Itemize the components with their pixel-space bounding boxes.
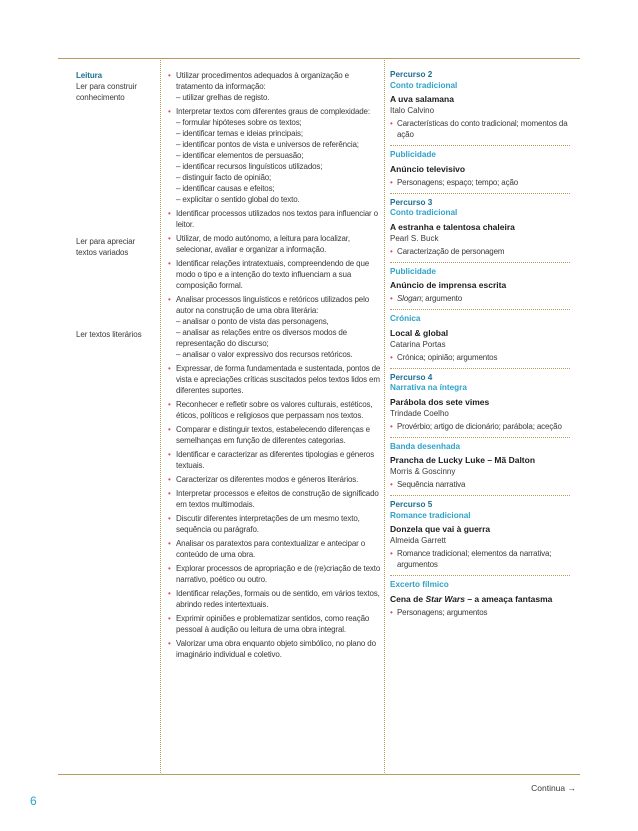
- objective-subitem: – identificar pontos de vista e universos de referência;: [176, 140, 359, 149]
- objectives-column: [168, 70, 381, 663]
- divider: [390, 145, 570, 146]
- objective-text: Reconhecer e refletir sobre os valores culturais, estéticos, éticos, políticos e religiosos que perpassam nos textos.: [176, 400, 373, 420]
- bullet-icon: •: [390, 246, 393, 256]
- objective-item: [168, 613, 381, 635]
- objective-text: Explorar processos de apropriação e de (re)criação de texto narrativo, poético ou outro.: [176, 564, 381, 584]
- bullet-icon: •: [390, 549, 393, 558]
- text-title: A uva salamana: [390, 94, 454, 104]
- bullet-icon: •: [168, 589, 171, 598]
- section-heading: Excerto fílmico: [390, 580, 449, 589]
- bullet-icon: •: [168, 564, 171, 573]
- objective-text: Comparar e distinguir textos, estabelecendo diferenças e semelhanças em função de diferentes categorias.: [176, 425, 370, 445]
- objective-subitem: – utilizar grelhas de registo.: [176, 93, 270, 102]
- column-divider-1: [160, 58, 161, 775]
- text-note: • Romance tradicional; elementos da narrativa; argumentos: [390, 549, 552, 569]
- bullet-icon: •: [390, 119, 393, 128]
- bullet-icon: •: [168, 514, 171, 523]
- objective-item: [168, 106, 381, 205]
- bullet-icon: •: [168, 539, 171, 548]
- section-heading: Banda desenhada: [390, 441, 461, 451]
- objectives-list: [168, 70, 381, 660]
- domain-apreciar: [76, 236, 158, 258]
- domain-leitura: [76, 70, 158, 103]
- bullet-icon: •: [390, 421, 393, 431]
- section-percurso-3: [390, 198, 570, 257]
- objective-item: [168, 638, 381, 660]
- section-publicidade-1: [390, 150, 570, 188]
- text-note: • Slogan; argumento: [390, 294, 463, 303]
- section-percurso-5: [390, 500, 570, 570]
- bullet-icon: •: [168, 400, 171, 409]
- objective-text: Identificar processos utilizados nos textos para influenciar o leitor.: [176, 209, 378, 229]
- objective-item: [168, 70, 381, 103]
- objective-item: [168, 538, 381, 560]
- objective-text: Utilizar, de modo autónomo, a leitura para localizar, selecionar, avaliar e organizar a informação.: [176, 234, 350, 254]
- objective-item: [168, 588, 381, 610]
- section-heading: Percurso 3: [390, 197, 433, 207]
- bullet-icon: •: [168, 475, 171, 484]
- section-cronica: [390, 314, 570, 363]
- texts-column: [390, 70, 570, 623]
- section-heading: Publicidade: [390, 150, 436, 159]
- bullet-icon: •: [168, 489, 171, 498]
- objective-item: [168, 208, 381, 230]
- text-title: Donzela que vai à guerra: [390, 524, 491, 534]
- bullet-icon: •: [390, 352, 393, 362]
- objective-text: Expressar, de forma fundamentada e sustentada, pontos de vista e apreciações críticas suscitados pelos textos lidos em diferentes suportes.: [176, 364, 381, 395]
- text-note: • Personagens; espaço; tempo; ação: [390, 177, 519, 187]
- text-title: Local & global: [390, 327, 449, 338]
- objective-text: Utilizar procedimentos adequados à organização e tratamento da informação:: [176, 71, 349, 91]
- section-heading: Percurso 5: [390, 500, 433, 509]
- divider: [390, 437, 570, 438]
- page-number: 6: [30, 794, 37, 808]
- section-publicidade-2: [390, 267, 570, 305]
- bullet-icon: •: [168, 295, 171, 304]
- text-title: Prancha de Lucky Luke – Mã Dalton: [390, 455, 536, 465]
- text-note: • Crónica; opinião; argumentos: [390, 352, 498, 362]
- bullet-icon: •: [168, 71, 171, 80]
- objective-subitem: – identificar causas e efeitos;: [176, 184, 275, 193]
- bullet-icon: •: [168, 614, 171, 623]
- section-heading: Percurso 2: [390, 70, 433, 79]
- bullet-icon: •: [390, 177, 393, 187]
- objective-subitem: – formular hipóteses sobre os textos;: [176, 118, 302, 127]
- divider: [390, 309, 570, 310]
- objective-item: [168, 449, 381, 471]
- objective-item: [168, 474, 381, 485]
- objective-item: [168, 258, 381, 291]
- bullet-icon: •: [390, 480, 393, 489]
- objective-item: [168, 233, 381, 255]
- bullet-icon: •: [168, 209, 171, 218]
- objective-subitem: – distinguir facto de opinião;: [176, 173, 272, 182]
- bullet-icon: •: [168, 234, 171, 243]
- section-heading: Publicidade: [390, 266, 436, 276]
- bullet-icon: •: [168, 450, 171, 459]
- divider: [390, 495, 570, 496]
- objective-item: [168, 513, 381, 535]
- divider: [390, 575, 570, 576]
- text-title: A estranha e talentosa chaleira: [390, 221, 515, 232]
- bullet-icon: •: [168, 259, 171, 268]
- objective-text: Caracterizar os diferentes modos e géneros literários.: [176, 475, 359, 484]
- text-author: Italo Calvino: [390, 106, 435, 115]
- section-percurso-2: [390, 70, 570, 140]
- text-title: Cena de Star Wars – a ameaça fantasma: [390, 593, 553, 604]
- objective-item: [168, 424, 381, 446]
- objective-text: Interpretar textos com diferentes graus de complexidade:: [176, 107, 370, 116]
- continue-label: Continua →: [531, 783, 576, 793]
- domain-literarios: [76, 329, 158, 340]
- objective-subitem: – analisar o valor expressivo dos recursos retóricos.: [176, 350, 353, 359]
- objective-subitem: – identificar temas e ideias principais;: [176, 129, 303, 138]
- objective-text: Identificar relações intratextuais, compreendendo de que modo o tipo e a intenção do texto influenciam a sua composição formal.: [176, 259, 370, 290]
- objective-item: [168, 363, 381, 396]
- objective-text: Identificar relações, formais ou de sentido, em vários textos, abrindo redes intertextuais.: [176, 589, 380, 609]
- section-percurso-4: [390, 373, 570, 432]
- domain-text: Ler para apreciar textos variados: [76, 237, 136, 257]
- bullet-icon: •: [168, 107, 171, 116]
- objective-subitem: – analisar o ponto de vista das personagens,: [176, 317, 329, 326]
- bullet-icon: •: [168, 639, 171, 648]
- text-author: Pearl S. Buck: [390, 233, 439, 243]
- objective-subitem: – identificar recursos linguísticos utilizados;: [176, 162, 323, 171]
- text-author: Trindade Coelho: [390, 408, 449, 418]
- domain-text: Ler para construir conhecimento: [76, 82, 137, 102]
- bullet-icon: •: [390, 607, 393, 617]
- divider: [390, 368, 570, 369]
- section-subheading: Conto tradicional: [390, 208, 458, 217]
- objective-item: [168, 399, 381, 421]
- domain-text: Ler textos literários: [76, 330, 142, 339]
- bullet-icon: •: [168, 364, 171, 373]
- section-excerto-filmico: [390, 580, 570, 618]
- objective-text: Valorizar uma obra enquanto objeto simbólico, no plano do imaginário individual e coletivo.: [176, 639, 376, 659]
- objective-subitem: – analisar as relações entre os diversos modos de representação do discurso;: [176, 328, 347, 348]
- section-banda-desenhada: [390, 442, 570, 491]
- objective-text: Discutir diferentes interpretações de um mesmo texto, sequência ou parágrafo.: [176, 514, 360, 534]
- text-author: Morris & Goscinny: [390, 467, 456, 476]
- section-heading: Percurso 4: [390, 372, 433, 382]
- objective-text: Analisar processos linguísticos e retóricos utilizados pelo autor na construção de uma obra literária:: [176, 295, 370, 315]
- domain-title: Leitura: [76, 71, 102, 80]
- section-subheading: Narrativa na íntegra: [390, 383, 467, 392]
- text-author: Catarina Portas: [390, 339, 446, 349]
- divider: [390, 262, 570, 263]
- bullet-icon: •: [390, 294, 393, 303]
- objective-text: Analisar os paratextos para contextualizar e antecipar o conteúdo de uma obra.: [176, 539, 366, 559]
- section-heading: Crónica: [390, 314, 421, 323]
- text-title: Anúncio televisivo: [390, 163, 466, 174]
- bullet-icon: •: [168, 425, 171, 434]
- objective-text: Exprimir opiniões e problematizar sentidos, como reação pessoal à audição ou leitura de uma obra integral.: [176, 614, 370, 634]
- objective-text: Identificar e caracterizar as diferentes tipologias e géneros textuais.: [176, 450, 375, 470]
- text-title: Parábola dos sete vimes: [390, 396, 490, 407]
- column-divider-2: [384, 58, 385, 775]
- divider: [390, 193, 570, 194]
- text-note: • Caracterização de personagem: [390, 246, 505, 256]
- text-note: • Personagens; argumentos: [390, 607, 488, 617]
- section-subheading: Romance tradicional: [390, 510, 471, 520]
- text-title: Anúncio de imprensa escrita: [390, 280, 507, 290]
- text-note: • Sequência narrativa: [390, 480, 466, 489]
- objective-subitem: – identificar elementos de persuasão;: [176, 151, 304, 160]
- text-author: Almeida Garrett: [390, 536, 447, 545]
- objective-item: [168, 488, 381, 510]
- objective-item: [168, 294, 381, 360]
- section-subheading: Conto tradicional: [390, 80, 458, 90]
- objective-item: [168, 563, 381, 585]
- objective-subitem: – explicitar o sentido global do texto.: [176, 195, 300, 204]
- objective-text: Interpretar processos e efeitos de construção de significado em textos multimodais.: [176, 489, 379, 509]
- text-note: • Provérbio; artigo de dicionário; parábola; aceção: [390, 421, 562, 431]
- text-note: • Características do conto tradicional; momentos da ação: [390, 119, 568, 139]
